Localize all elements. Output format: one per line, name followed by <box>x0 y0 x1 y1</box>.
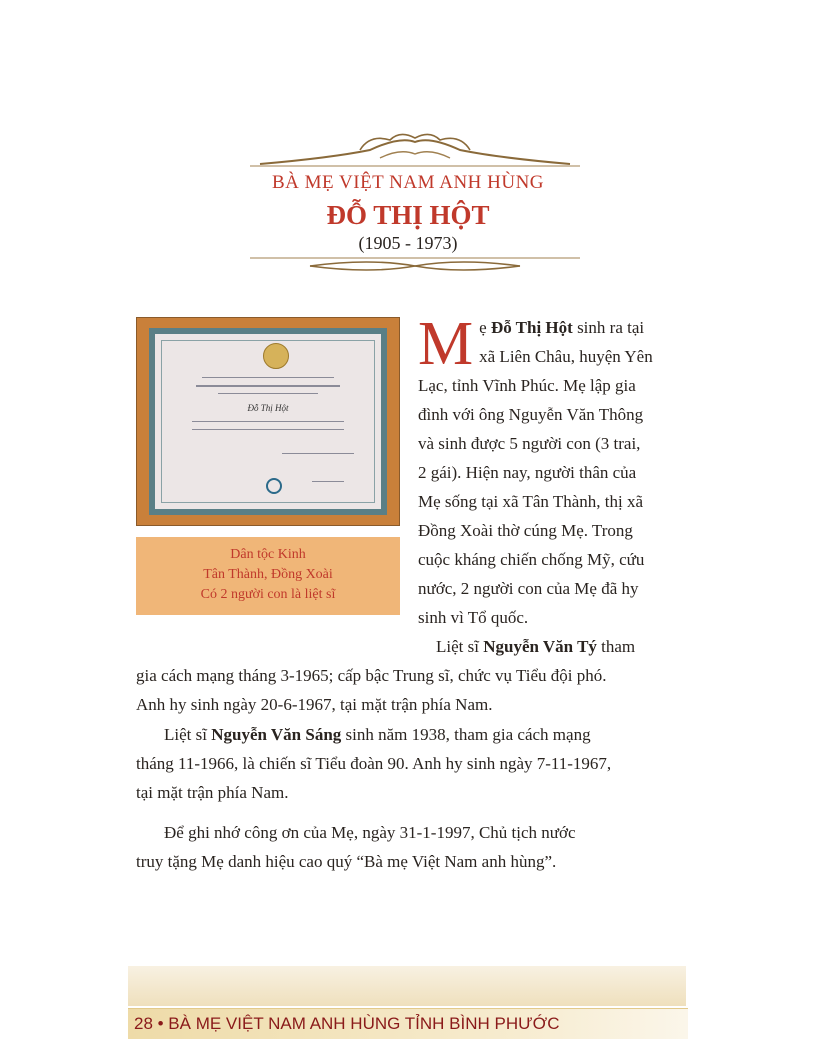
certificate-border <box>161 340 375 503</box>
martyr-line: tại mặt trận phía Nam. <box>136 783 289 802</box>
certificate-text-line <box>196 385 340 387</box>
intro-line: 2 gái). Hiện nay, người thân của <box>418 463 637 482</box>
intro-line: ẹ Đỗ Thị Hột sinh ra tại <box>479 318 645 337</box>
certificate-photo <box>136 317 400 526</box>
kicker-title: BÀ MẸ VIỆT NAM ANH HÙNG <box>271 172 545 193</box>
certificate-text-line <box>202 377 334 378</box>
closing-paragraph <box>136 818 692 876</box>
certificate-text-line <box>192 421 344 422</box>
closing-line: Để ghi nhớ công ơn của Mẹ, ngày 31-1-1997, Chủ tịch nước <box>164 823 576 842</box>
header-ornament-bottom <box>250 256 580 276</box>
drop-cap: M <box>418 310 474 378</box>
intro-line: xã Liên Châu, huyện Yên <box>479 347 653 366</box>
photo-caption <box>136 537 400 615</box>
intro-line: đình với ông Nguyễn Văn Thông <box>418 405 644 424</box>
intro-line: Mẹ sống tại xã Tân Thành, thị xã <box>418 492 644 511</box>
caption-line: Có 2 người con là liệt sĩ <box>200 587 336 602</box>
certificate-text-line <box>192 429 344 430</box>
intro-line: và sinh được 5 người con (3 trai, <box>418 434 641 453</box>
caption-line: Tân Thành, Đồng Xoài <box>203 567 333 582</box>
hero-name: ĐỖ THỊ HỘT <box>326 200 490 230</box>
martyr-line: gia cách mạng tháng 3-1965; cấp bậc Trung sĩ, chức vụ Tiểu đội phó. <box>136 666 607 685</box>
certificate <box>149 328 387 515</box>
page-footer <box>128 1008 688 1039</box>
intro-line: Lạc, tỉnh Vĩnh Phúc. Mẹ lập gia <box>418 376 636 395</box>
martyr-paragraph-1 <box>136 632 692 719</box>
intro-line: sinh vì Tổ quốc. <box>418 608 529 627</box>
life-years: (1905 - 1973) <box>358 233 458 253</box>
intro-line: nước, 2 người con của Mẹ đã hy <box>418 579 639 598</box>
header-ornament-top <box>250 128 580 168</box>
martyr-line: tháng 11-1966, là chiến sĩ Tiểu đoàn 90. Anh hy sinh ngày 7-11-1967, <box>136 754 612 773</box>
footer-decoration <box>128 966 686 1006</box>
intro-line: cuộc kháng chiến chống Mỹ, cứu <box>418 550 645 569</box>
intro-line: Đồng Xoài thờ cúng Mẹ. Trong <box>418 521 633 540</box>
footer-text: 28 • BÀ MẸ VIỆT NAM ANH HÙNG TỈNH BÌNH PHƯỚC <box>134 1014 560 1033</box>
certificate-text-line <box>218 393 318 394</box>
intro-paragraph <box>418 310 690 632</box>
martyr-line: Liệt sĩ Nguyễn Văn Tý tham <box>436 637 636 656</box>
martyr-paragraph-2 <box>136 720 692 807</box>
caption-line: Dân tộc Kinh <box>230 547 306 562</box>
martyr-line: Liệt sĩ Nguyễn Văn Sáng sinh năm 1938, tham gia cách mạng <box>164 725 591 744</box>
certificate-text-line <box>282 453 354 454</box>
certificate-recipient-name: Đỗ Thị Hột <box>247 403 289 413</box>
seal-icon <box>266 478 282 494</box>
closing-line: truy tặng Mẹ danh hiệu cao quý “Bà mẹ Việt Nam anh hùng”. <box>136 852 557 871</box>
certificate-text-line <box>312 481 344 482</box>
martyr-line: Anh hy sinh ngày 20-6-1967, tại mặt trận phía Nam. <box>136 695 493 714</box>
national-emblem-icon <box>263 343 289 369</box>
